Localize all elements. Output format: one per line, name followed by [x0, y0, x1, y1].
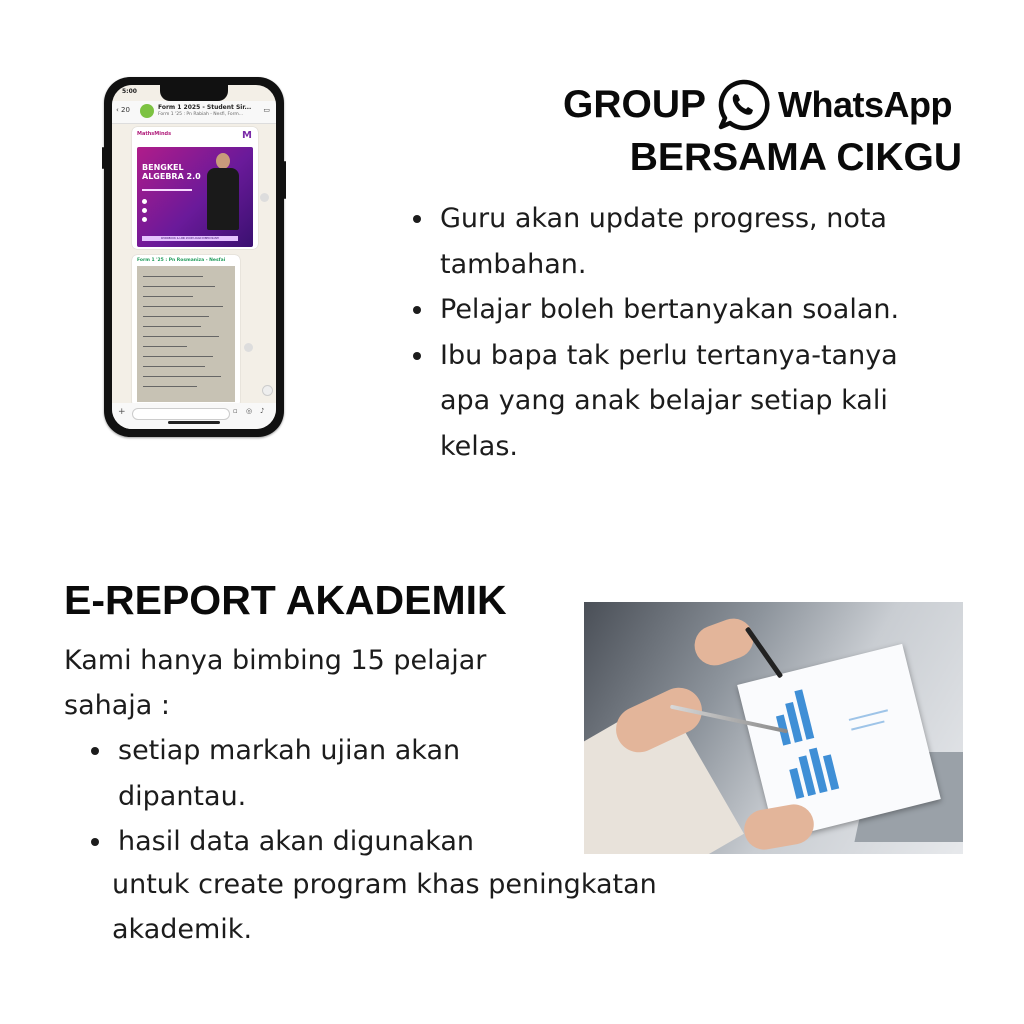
heading-group-word: GROUP: [563, 83, 707, 126]
handwriting-line: [143, 316, 209, 317]
handwriting-line: [143, 286, 215, 287]
group-heading: [563, 80, 952, 130]
handwriting-line: [143, 356, 213, 357]
poster-title: BENGKEL ALGEBRA 2.0: [142, 163, 201, 181]
forward-icon[interactable]: [260, 193, 269, 202]
teacher-head: [216, 153, 230, 169]
poster-brand: MathsMinds: [137, 131, 172, 137]
back-button: ‹ 20: [116, 106, 130, 114]
handwriting-line: [143, 296, 193, 297]
poster-info-dot: [142, 199, 147, 204]
teacher-body: [207, 168, 239, 230]
handwriting-line: [143, 376, 221, 377]
phone-volume-button: [102, 147, 104, 169]
camera-icon[interactable]: ◎: [246, 407, 253, 415]
video-call-icon: ▭: [263, 106, 270, 114]
chart-line: [849, 709, 888, 721]
chat-header: [112, 101, 276, 124]
handwriting-line: [143, 336, 219, 337]
phone-screen: [112, 85, 276, 429]
home-indicator: [168, 421, 220, 424]
group-avatar: [140, 104, 154, 118]
microphone-icon[interactable]: ♪: [260, 407, 265, 415]
poster-info-dot: [142, 217, 147, 222]
ereport-intro: Kami hanya bimbing 15 pelajar sahaja :: [64, 645, 487, 721]
hand-bottom: [741, 801, 817, 853]
group-name: Form 1 2025 - Student Sir...: [158, 104, 252, 111]
chat-message-poster: [132, 127, 258, 249]
list-item: hasil data akan digunakan: [91, 819, 521, 865]
group-members: Form 1 '25 : Pn Rabiah - Nesfi, Form...: [158, 112, 244, 117]
list-item: Ibu bapa tak perlu tertanya-tanya apa yang anak belajar setiap kali kelas.: [413, 333, 953, 470]
chart-line: [851, 720, 884, 730]
sticker-icon[interactable]: ▫: [233, 407, 238, 415]
report-review-photo: [584, 602, 963, 854]
list-item: Pelajar boleh bertanyakan soalan.: [413, 287, 953, 333]
handwriting-line: [143, 346, 187, 347]
phone-mockup: [104, 77, 284, 437]
poster-subtitle-line: [142, 189, 192, 191]
handwriting-line: [143, 276, 203, 277]
scroll-down-icon[interactable]: [262, 385, 273, 396]
poster-footer: WORKBOOK & LINK ZOOM AKAN DIBERI NANTI: [142, 236, 238, 241]
phone-notch: [160, 85, 228, 101]
ereport-list: [91, 728, 521, 865]
list-item: setiap markah ujian akan dipantau.: [91, 728, 521, 819]
handwriting-line: [143, 326, 201, 327]
whatsapp-icon: [716, 78, 770, 132]
chat-message-photo: [132, 255, 240, 407]
handwriting-line: [143, 366, 205, 367]
heading-bersama-cikgu: BERSAMA CIKGU: [629, 136, 962, 179]
back-count: 20: [121, 106, 130, 114]
poster-info-dot: [142, 208, 147, 213]
message-input-bar: [112, 403, 276, 429]
whatsapp-brand-name: WhatsApp: [778, 84, 952, 125]
attach-plus-icon[interactable]: +: [118, 407, 126, 417]
ereport-continuation: untuk create program khas peningkatan akademik.: [112, 869, 657, 945]
handwriting-line: [143, 306, 223, 307]
worksheet-photo: [137, 266, 235, 402]
forward-icon[interactable]: [244, 343, 253, 352]
poster-image: [137, 147, 253, 247]
hand-top: [689, 613, 759, 671]
message-sender: Form 1 '25 : Pn Rosmaniza - Nesfai: [137, 258, 226, 263]
pen: [745, 626, 784, 678]
brand-logo-icon: M: [242, 130, 252, 141]
message-input[interactable]: [132, 408, 230, 420]
ereport-heading: E-REPORT AKADEMIK: [64, 577, 507, 623]
whatsapp-benefits-list: [413, 196, 953, 469]
status-time: 5:00: [122, 88, 137, 95]
handwriting-line: [143, 386, 197, 387]
phone-power-button: [284, 161, 286, 199]
list-item: Guru akan update progress, nota tambahan.: [413, 196, 953, 287]
teacher-photo: [205, 153, 241, 237]
